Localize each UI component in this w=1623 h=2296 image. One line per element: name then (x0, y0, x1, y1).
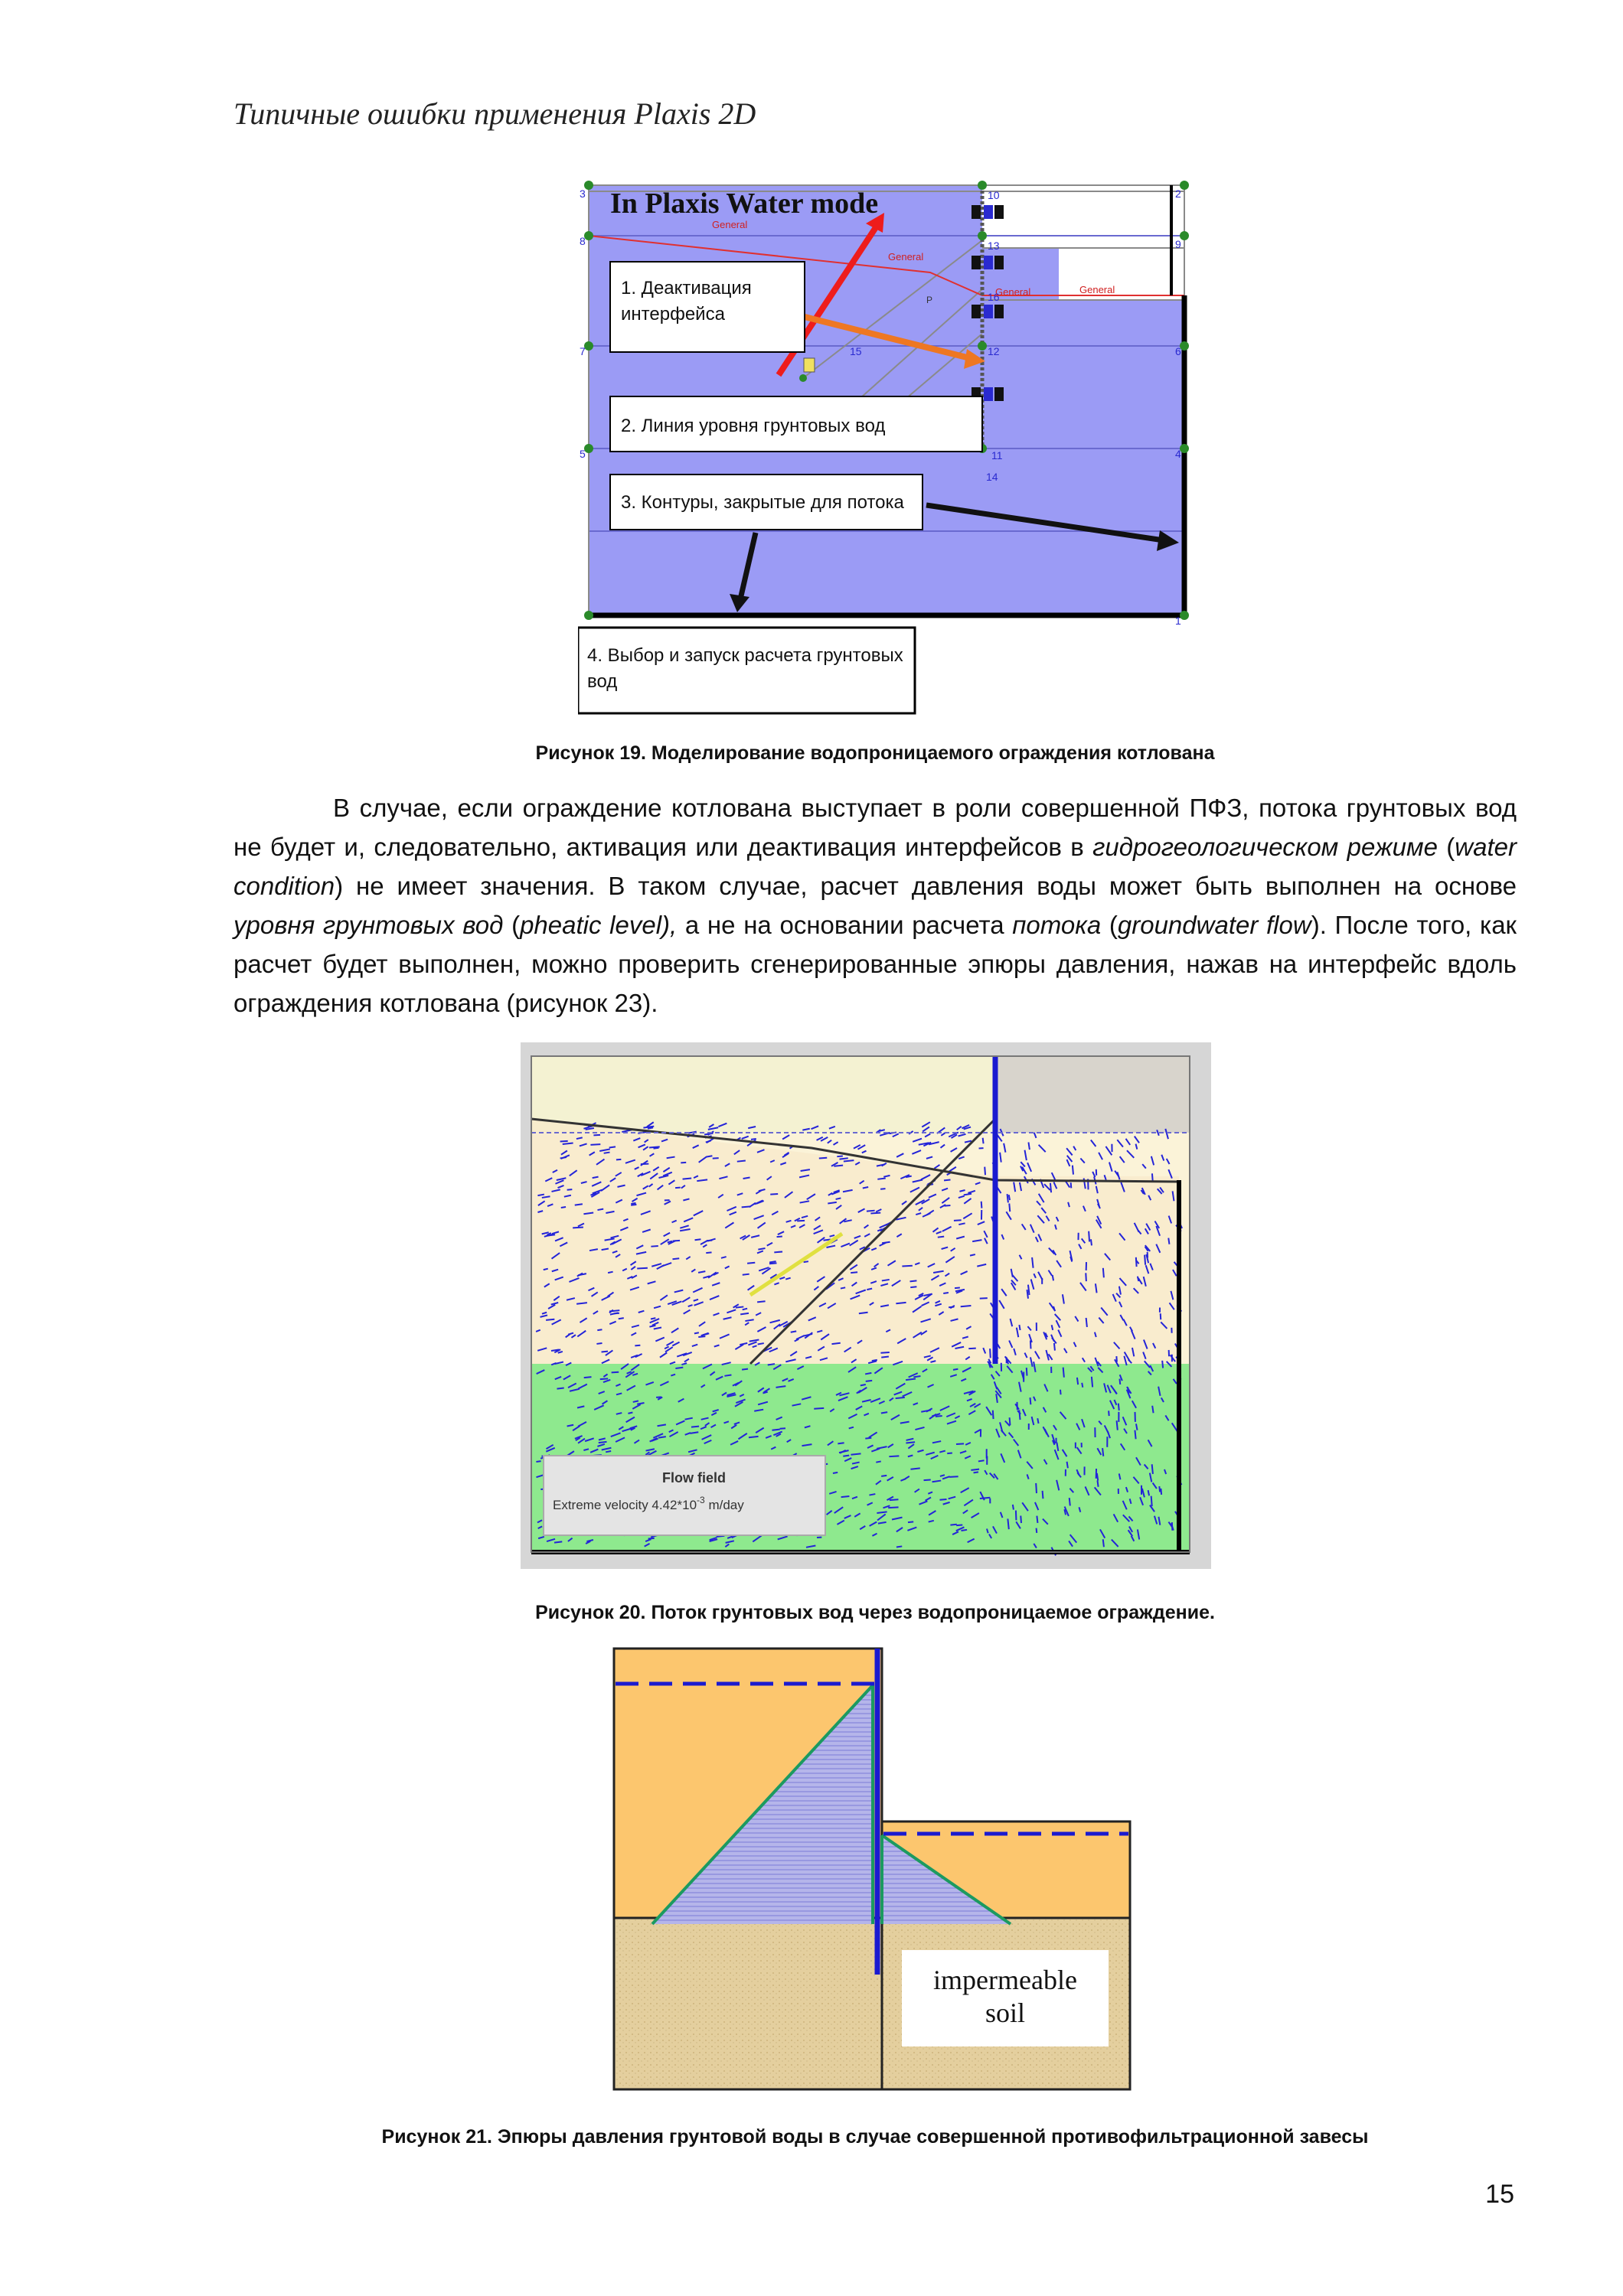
flow-vector (1030, 1340, 1031, 1349)
flow-vector (590, 1144, 600, 1145)
general-label-1: General (712, 219, 748, 230)
flow-vector (890, 1499, 899, 1500)
flow-vector (706, 1252, 711, 1253)
flow-vector (609, 1310, 619, 1311)
node-number: 1 (1175, 615, 1181, 627)
figure-19-caption: Рисунок 19. Моделирование водопроницаемого ограждения котлована (535, 742, 1215, 764)
flow-vector (1009, 1195, 1010, 1200)
excavation-right (1059, 185, 1184, 300)
flow-vector (560, 1141, 568, 1142)
flow-vector (1009, 1203, 1010, 1212)
flow-vector (742, 1369, 748, 1370)
flow-vector (698, 1336, 705, 1337)
flow-vector (1019, 1325, 1020, 1330)
flow-vector (747, 1263, 755, 1264)
general-label-2: General (888, 251, 924, 263)
flow-vector (844, 1160, 854, 1161)
figure-21-caption: Рисунок 21. Эпюры давления грунтовой воды в случае совершенной противофильтрационной завесы (381, 2126, 1369, 2148)
svg-text:Extreme velocity 4.42*10-3 m/d: Extreme velocity $4.42*10^{-3}$ m/day (553, 1495, 744, 1512)
flow-vector (831, 1343, 840, 1344)
flow-vector (910, 1468, 919, 1469)
callout-1 (610, 262, 805, 352)
flow-vector (888, 1507, 898, 1508)
flow-vector (1097, 1473, 1098, 1481)
flow-vector (956, 1443, 964, 1444)
node-number: 10 (988, 189, 1000, 201)
flow-vector (1136, 1257, 1137, 1267)
flow-vector (1020, 1516, 1021, 1523)
flow-vector (575, 1204, 583, 1205)
flow-vector (896, 1546, 902, 1547)
flow-vector (770, 1194, 778, 1195)
flow-vector (713, 1158, 719, 1159)
flow-vector (953, 1369, 958, 1370)
flow-vector (1103, 1539, 1104, 1547)
node-number: 9 (1175, 238, 1181, 250)
flow-vector (851, 1453, 860, 1454)
flow-vector (819, 1158, 827, 1159)
flow-vector (635, 1345, 640, 1346)
flow-vector (619, 1318, 624, 1319)
flow-vector (1071, 1182, 1072, 1188)
flow-vector (560, 1157, 567, 1158)
svg-text:3. Контуры, закрытые для поток: 3. Контуры, закрытые для потока (621, 492, 904, 513)
flow-vector (637, 1268, 648, 1269)
svg-text:интерфейса: интерфейса (621, 304, 725, 325)
svg-text:impermeable: impermeable (933, 1965, 1077, 1995)
flow-vector (877, 1178, 885, 1179)
flow-vector (1069, 1498, 1070, 1505)
svg-text:Flow field: Flow field (662, 1470, 726, 1486)
figure-20 (521, 1042, 1211, 1569)
flow-vector (651, 1246, 658, 1247)
flow-vector (980, 1298, 988, 1299)
flow-vector (841, 1496, 850, 1497)
flow-vector (1148, 1490, 1149, 1495)
flow-vector (1010, 1417, 1011, 1425)
water-mode-title: In Plaxis Water mode (610, 188, 879, 220)
excavation-area (995, 1056, 1190, 1133)
flow-vector (880, 1352, 889, 1353)
flow-vector (561, 1207, 566, 1208)
flow-vector (955, 1288, 960, 1289)
flow-vector (648, 1127, 653, 1128)
flow-vector (906, 1442, 915, 1443)
flow-vector (949, 1476, 958, 1477)
figure-19 (578, 174, 1190, 726)
flow-vector (1082, 1383, 1083, 1388)
flow-vector (1086, 1318, 1087, 1327)
flow-vector (1037, 1418, 1038, 1424)
node-number: 7 (580, 345, 586, 357)
flow-vector (881, 1412, 887, 1413)
flow-vector (1119, 1379, 1120, 1384)
flow-vector (736, 1306, 743, 1307)
flow-vector (654, 1148, 659, 1149)
flow-vector (695, 1239, 701, 1240)
flow-vector (1172, 1522, 1173, 1531)
flow-vector (606, 1451, 611, 1452)
flow-vector (694, 1332, 699, 1333)
flow-vector (1168, 1238, 1169, 1244)
flow-vector (860, 1384, 866, 1385)
flow-legend (544, 1456, 825, 1535)
flow-vector (1063, 1368, 1064, 1378)
flow-vector (1103, 1268, 1104, 1277)
flow-vector (1159, 1486, 1160, 1492)
flow-vector (980, 1498, 990, 1499)
flow-vector (908, 1521, 913, 1522)
flow-vector (546, 1319, 554, 1320)
flow-vector (1036, 1483, 1037, 1493)
svg-text:вод: вод (587, 671, 618, 692)
flow-vector (938, 1237, 944, 1238)
flow-vector (743, 1274, 749, 1275)
callout-3 (610, 475, 923, 530)
node-number: 8 (580, 235, 586, 247)
svg-text:soil: soil (985, 1998, 1026, 2028)
flow-vector (1152, 1464, 1153, 1474)
flow-vector (1117, 1420, 1118, 1430)
figure-20-caption: Рисунок 20. Поток грунтовых вод через водопроницаемое ограждение. (535, 1602, 1215, 1623)
flow-vector (596, 1343, 602, 1344)
flow-vector (777, 1236, 782, 1237)
flow-vector (804, 1261, 808, 1262)
flow-vector (865, 1438, 871, 1439)
flow-vector (600, 1378, 608, 1379)
node-number: 13 (988, 240, 1000, 252)
node-number: 6 (1175, 345, 1181, 357)
flow-vector (867, 1211, 875, 1212)
flow-vector (1102, 1448, 1103, 1456)
node-number: 14 (986, 471, 998, 483)
flow-vector (876, 1461, 880, 1462)
flow-vector (751, 1139, 756, 1140)
flow-vector (1091, 1239, 1092, 1245)
flow-vector (742, 1206, 751, 1207)
flow-vector (757, 1301, 765, 1302)
flow-vector (983, 1138, 984, 1143)
body-paragraph: В случае, если ограждение котлована выступает в роли совершенной ПФЗ, потока грунтовых вод не будет и, следовательно, активация или деактивация интерфейсов в гидрогеологическом режиме (water condition) не имеет значения. В таком случае, расчет давления воды может быть выполнен на основе уровня грунтовых вод (pheatic level), а не на основании расчета потока (groundwater flow). После того, как расчет будет выполнен, можно проверить сгенерированные эпюры давления, нажав на интерфейс вдоль ограждения котлована (рисунок 23). (233, 794, 1517, 1017)
flow-vector (1151, 1496, 1152, 1506)
flow-vector (971, 1469, 979, 1470)
impermeable-label (902, 1950, 1109, 2047)
flow-vector (599, 1442, 607, 1443)
flow-vector (924, 1479, 931, 1480)
flow-vector (1054, 1343, 1055, 1351)
figure-21 (612, 1647, 1133, 2091)
flow-vector (1030, 1397, 1031, 1404)
flow-vector (609, 1146, 616, 1147)
flow-vector (1050, 1183, 1051, 1192)
flow-vector (544, 1269, 548, 1270)
flow-vector (536, 1461, 540, 1462)
svg-text:2. Линия уровня грунтовых вод: 2. Линия уровня грунтовых вод (621, 416, 886, 436)
flow-vector (814, 1408, 824, 1409)
flow-vector (851, 1272, 857, 1273)
flow-vector (608, 1272, 613, 1273)
flow-vector (597, 1209, 603, 1210)
flow-vector (902, 1266, 912, 1267)
flow-vector (1067, 1462, 1068, 1468)
page-number: 15 (1485, 2180, 1514, 2209)
flow-vector (1162, 1361, 1163, 1368)
flow-vector (1007, 1194, 1008, 1202)
flow-vector (774, 1251, 782, 1252)
flow-vector (954, 1220, 962, 1221)
svg-text:1. Деактивация: 1. Деактивация (621, 278, 752, 298)
flow-vector (769, 1263, 776, 1264)
flow-vector (628, 1413, 632, 1414)
label-p: P (926, 295, 933, 305)
flow-vector (593, 1135, 600, 1136)
svg-text:4. Выбор и запуск расчета грун: 4. Выбор и запуск расчета грунтовых (587, 645, 903, 666)
flow-vector (936, 1416, 942, 1417)
node-number: 2 (1175, 188, 1181, 200)
running-header: Типичные ошибки применения Plaxis 2D (233, 96, 756, 131)
flow-vector (567, 1189, 573, 1190)
flow-vector (990, 1349, 991, 1358)
flow-vector (648, 1538, 655, 1539)
flow-vector (1060, 1390, 1061, 1394)
flow-vector (584, 1377, 592, 1378)
flow-vector (672, 1258, 679, 1259)
flow-vector (944, 1180, 950, 1181)
flow-vector (961, 1530, 967, 1531)
flow-vector (913, 1376, 920, 1377)
node-number: 15 (850, 345, 862, 357)
flow-vector (616, 1159, 621, 1160)
flow-vector (631, 1203, 635, 1204)
flow-vector (554, 1541, 562, 1542)
flow-vector (641, 1164, 648, 1165)
callout-4 (578, 628, 915, 713)
flow-vector (974, 1472, 978, 1473)
flow-vector (1152, 1406, 1153, 1413)
flow-vector (769, 1261, 776, 1262)
flow-vector (651, 1318, 655, 1319)
flow-vector (939, 1499, 946, 1500)
flow-vector (768, 1364, 775, 1365)
flow-vector (978, 1460, 985, 1461)
flow-vector (881, 1356, 889, 1357)
callout-2 (610, 396, 982, 452)
flow-vector (1118, 1404, 1119, 1411)
node-number: 5 (580, 448, 586, 460)
flow-vector (791, 1331, 796, 1332)
flow-vector (737, 1160, 746, 1161)
flow-vector (981, 1202, 982, 1208)
flow-vector (841, 1287, 845, 1288)
node-number: 12 (988, 345, 1000, 357)
flow-vector (1097, 1480, 1098, 1486)
general-label-3: General (995, 286, 1031, 298)
general-label-4: General (1079, 284, 1115, 295)
flow-vector (837, 1156, 843, 1157)
flow-vector (597, 1329, 602, 1330)
node-number: 16 (988, 291, 1000, 303)
flow-vector (910, 1280, 917, 1281)
flow-vector (870, 1213, 880, 1214)
flow-vector (993, 1411, 994, 1419)
flow-vector (1013, 1505, 1014, 1510)
node-number: 11 (991, 449, 1003, 461)
node-number: 4 (1175, 448, 1181, 460)
flow-vector (1077, 1378, 1078, 1384)
node-number: 3 (580, 188, 586, 200)
flow-vector (1019, 1410, 1020, 1420)
flow-vector (612, 1372, 619, 1373)
flow-vector (896, 1397, 905, 1398)
flow-vector (1028, 1143, 1029, 1150)
